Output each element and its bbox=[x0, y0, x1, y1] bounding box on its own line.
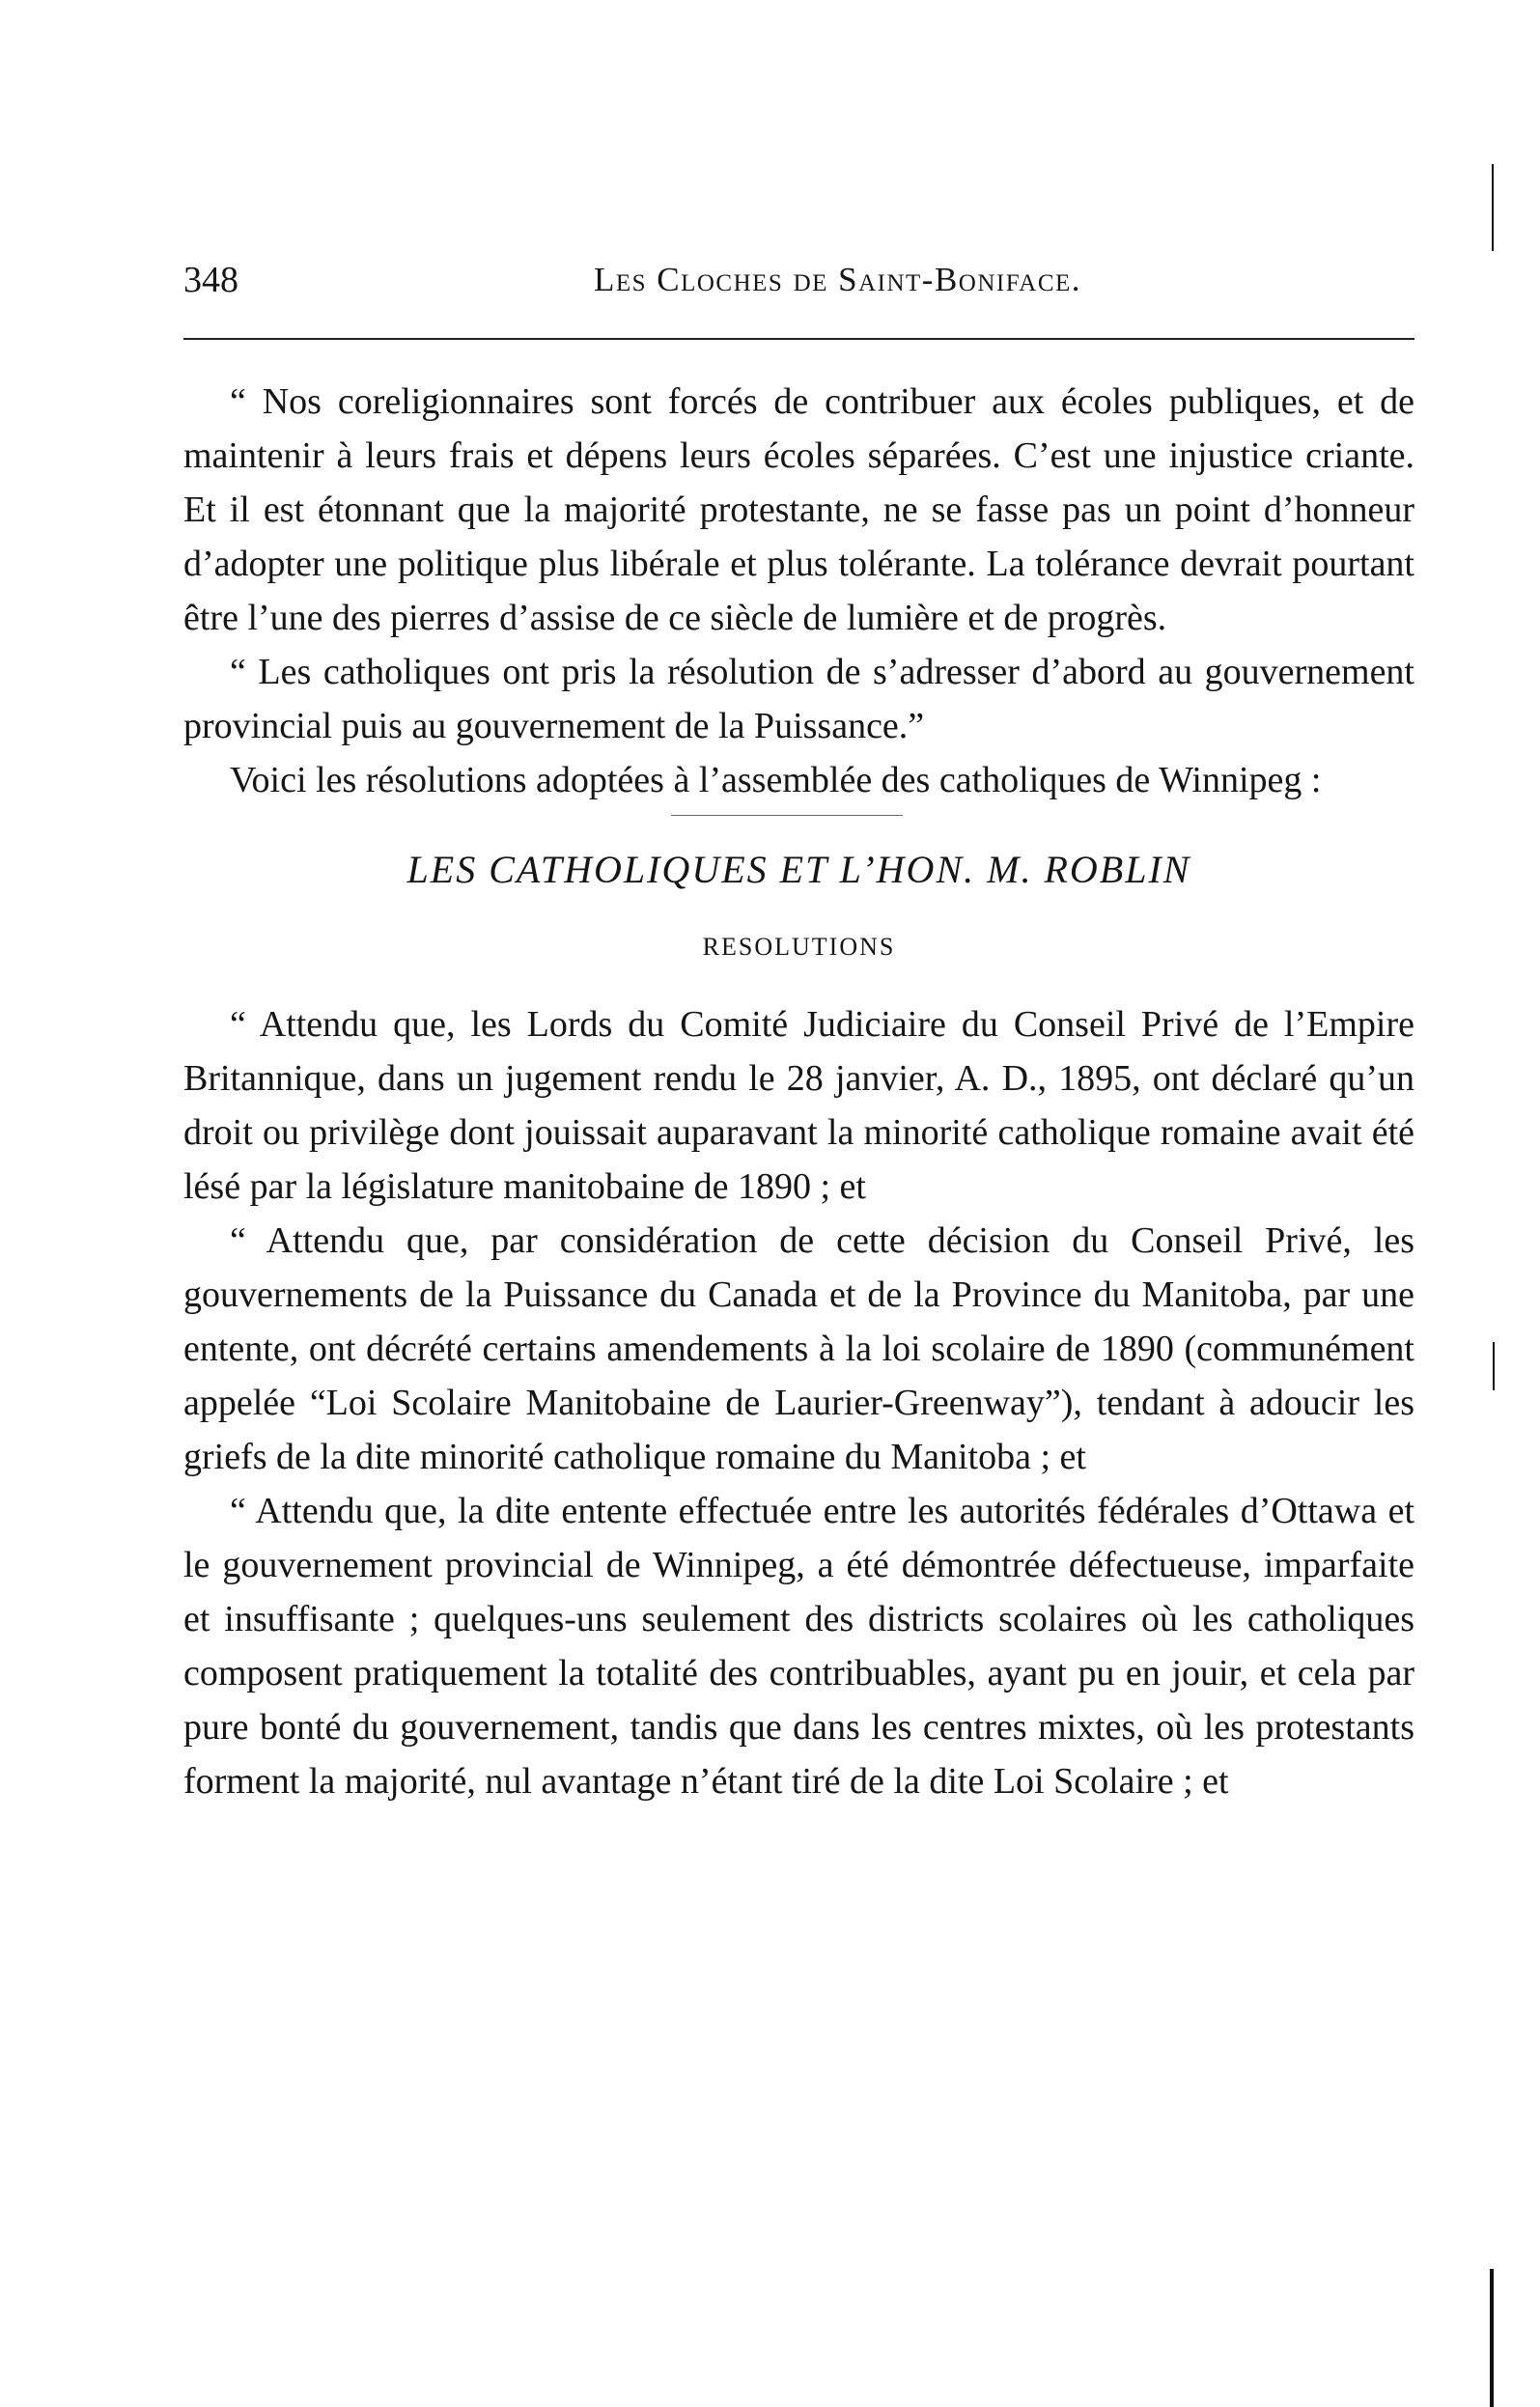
scan-edge-mark bbox=[1492, 164, 1494, 251]
resolution-paragraph: “ Attendu que, les Lords du Comité Judiciaire du Conseil Privé de l’Empire Britannique, dans un jugement rendu le 28 janvier, A. D., 1895, ont déclaré qu’un droit ou privilège dont jouissait auparavant la minorité catholique romaine avait été lésé par la législature manitobaine de 1890 ; et bbox=[183, 1004, 1414, 1207]
scan-edge-mark bbox=[1490, 2269, 1494, 2407]
resolution-paragraph: “ Attendu que, la dite entente effectuée entre les autorités fédérales d’Ottawa et le gouvernement provincial de Winnipeg, a été démontrée défectueuse, imparfaite et insuffisante ; quelques-uns seulement des districts scolaires où les catholiques composent pratiquement la totalité des contribuables, ayant pu en jouir, et cela par pure bonté du gouvernement, tandis que dans les centres mixtes, où les protestants forment la majorité, nul avantage n’étant tiré de la dite Loi Scolaire ; et bbox=[183, 1491, 1414, 1802]
section-title: LES CATHOLIQUES ET L’HON. M. ROBLIN bbox=[406, 848, 1191, 891]
paragraph: Voici les résolutions adoptées à l’assemblée des catholiques de Winnipeg : bbox=[230, 760, 1322, 800]
paragraph: “ Nos coreligionnaires sont forcés de contribuer aux écoles publiques, et de maintenir à leurs frais et dépens leurs écoles séparées. C’est une injustice criante. Et il est étonnant que la majorité protestante, ne se fasse pas un point d’honneur d’adopter une politique plus libérale et plus tolérante. La tolérance devrait pourtant être l’une des pierres d’assise de ce siècle de lumière et de progrès. bbox=[183, 381, 1414, 638]
section-subtitle: RESOLUTIONS bbox=[702, 933, 896, 961]
resolution-paragraph: “ Attendu que, par considération de cette décision du Conseil Privé, les gouvernements de la Puissance du Canada et de la Province du Manitoba, par une entente, ont décrété certains amendements à la loi scolaire de 1890 (communément appelée “Loi Scolaire Manitobaine de Laurier-Greenway”), tendant à adoucir les griefs de la dite minorité catholique romaine du Manitoba ; et bbox=[183, 1220, 1414, 1477]
scan-edge-mark bbox=[1493, 1342, 1495, 1390]
running-head bbox=[183, 259, 1414, 317]
body-text bbox=[183, 375, 1414, 1808]
page-number: 348 bbox=[183, 260, 238, 300]
running-title: Les Cloches de Saint-Boniface. bbox=[593, 261, 1082, 298]
header-rule bbox=[183, 338, 1414, 340]
paragraph: “ Les catholiques ont pris la résolution de s’adresser d’abord au gouvernement provincial puis au gouvernement de la Puissance.” bbox=[183, 652, 1414, 746]
separator-rule bbox=[671, 815, 903, 816]
